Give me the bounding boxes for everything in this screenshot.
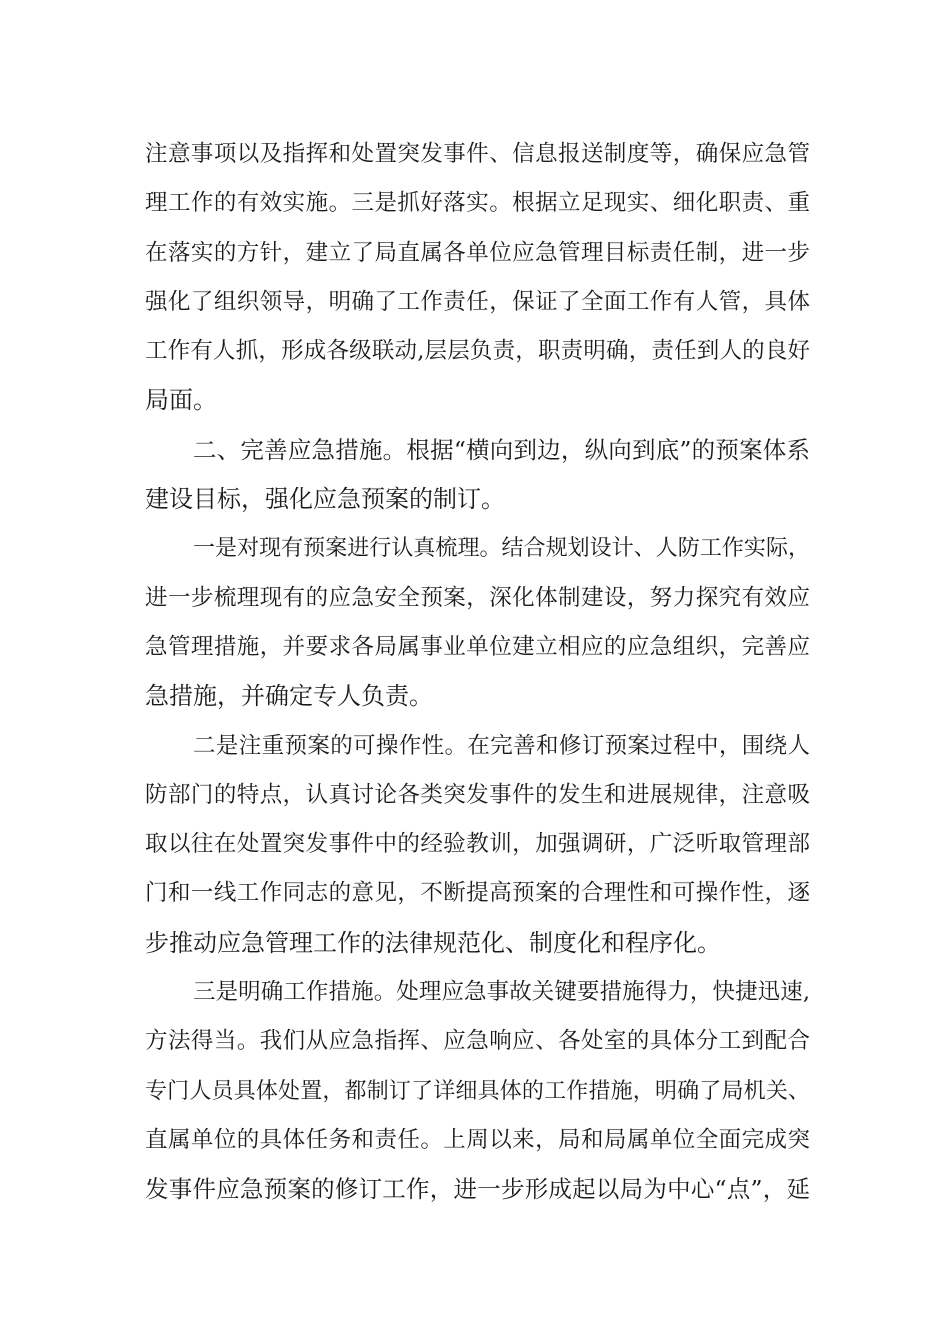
text-line: 急管理措施，并要求各局属事业单位建立相应的应急组织，完善应: [145, 633, 810, 660]
text-line: 理工作的有效实施。三是抓好落实。根据立足现实、细化职责、重: [145, 190, 810, 217]
text-line: 发事件应急预案的修订工作，进一步形成起以局为中心“点”，延: [145, 1175, 810, 1204]
text-line: 直属单位的具体任务和责任。上周以来，局和局属单位全面完成突: [145, 1126, 810, 1153]
text-line: 步推动应急管理工作的法律规范化、制度化和程序化。: [145, 928, 721, 957]
text-line: 在落实的方针，建立了局直属各单位应急管理目标责任制，进一步: [145, 239, 810, 266]
document-body: [145, 130, 810, 1215]
text-line: 取以往在处置突发事件中的经验教训，加强调研，广泛听取管理部: [145, 831, 810, 858]
text-line: 工作有人抓，形成各级联动,层层负责，职责明确，责任到人的良好: [145, 338, 810, 365]
text-line: 急措施，并确定专人负责。: [145, 682, 433, 711]
text-line: 二、完善应急措施。根据“横向到边，纵向到底”的预案体系: [193, 435, 810, 464]
text-line: 防部门的特点，认真讨论各类突发事件的发生和进展规律，注意吸: [145, 781, 810, 808]
text-line: 建设目标，强化应急预案的制订。: [145, 485, 505, 514]
text-line: 一是对现有预案进行认真梳理。结合规划设计、人防工作实际，: [193, 536, 810, 562]
text-line: 门和一线工作同志的意见，不断提高预案的合理性和可操作性，逐: [145, 880, 810, 907]
text-line: 专门人员具体处置，都制订了详细具体的工作措施，明确了局机关、: [145, 1078, 810, 1104]
text-line: 三是明确工作措施。处理应急事故关键要措施得力，快捷迅速,: [193, 979, 810, 1006]
text-line: 进一步梳理现有的应急安全预案，深化体制建设，努力探究有效应: [145, 584, 810, 611]
text-line: 强化了组织领导，明确了工作责任，保证了全面工作有人管，具体: [145, 288, 810, 315]
text-line: 局面。: [145, 386, 217, 415]
text-line: 二是注重预案的可操作性。在完善和修订预案过程中，围绕人: [193, 732, 810, 759]
text-line: 注意事项以及指挥和处置突发事件、信息报送制度等，确保应急管: [145, 141, 810, 167]
text-line: 方法得当。我们从应急指挥、应急响应、各处室的具体分工到配合: [145, 1028, 810, 1055]
